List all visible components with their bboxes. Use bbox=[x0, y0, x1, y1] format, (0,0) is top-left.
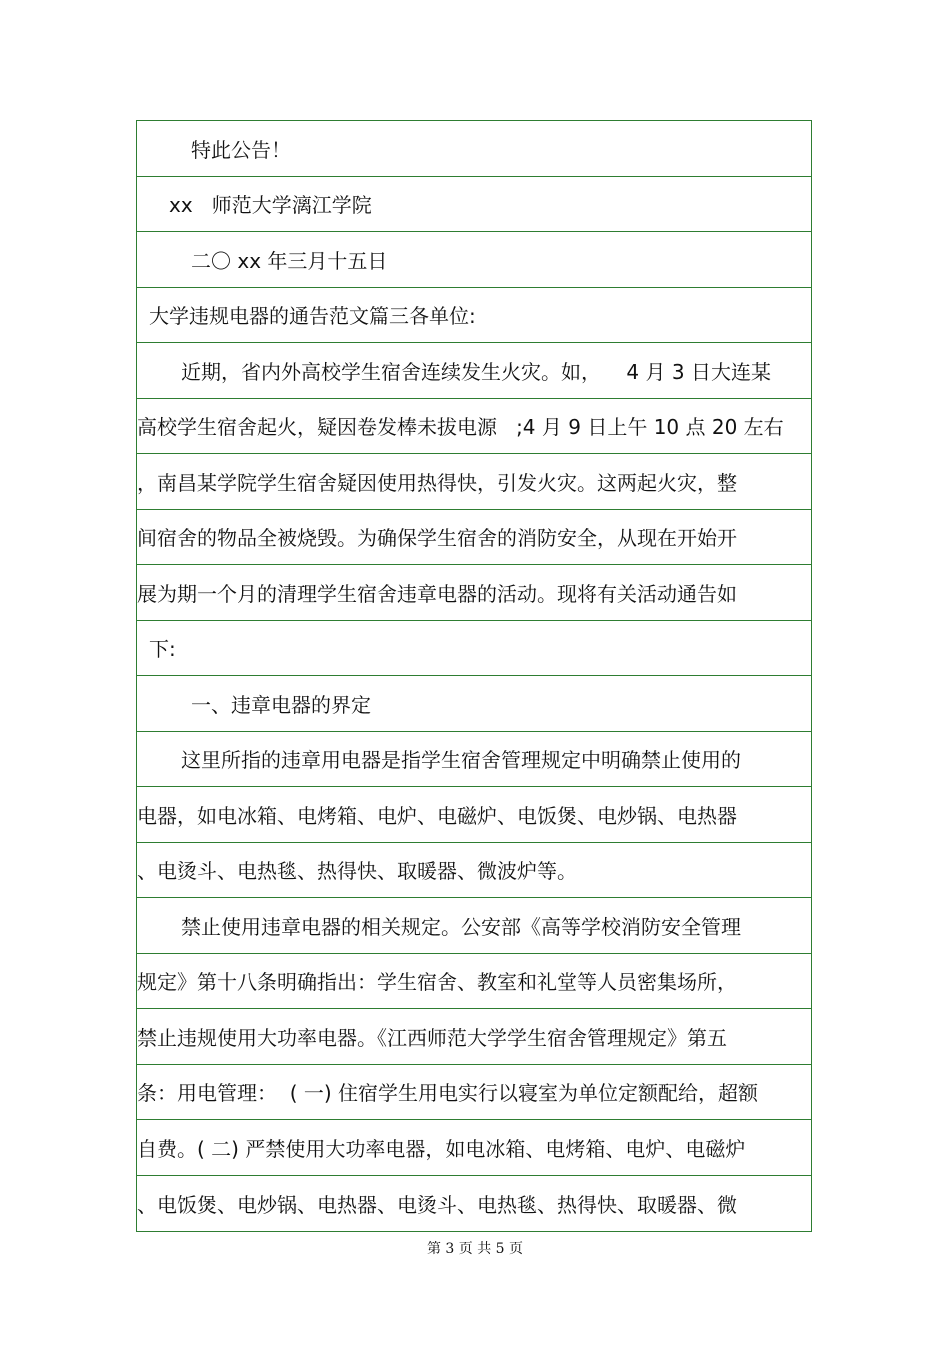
line-paragraph: 间宿舍的物品全被烧毁。为确保学生宿舍的消防安全，从现在开始开 bbox=[137, 510, 811, 566]
line-paragraph: 近期，省内外高校学生宿舍连续发生火灾。如， 4 月 3 日大连某 bbox=[137, 343, 811, 399]
line-paragraph: 高校学生宿舍起火，疑因卷发棒未拔电源 ;4 月 9 日上午 10 点 20 左右 bbox=[137, 399, 811, 455]
line-paragraph: 展为期一个月的清理学生宿舍违章电器的活动。现将有关活动通告如 bbox=[137, 565, 811, 621]
line-paragraph: 、电饭煲、电炒锅、电热器、电烫斗、电热毯、热得快、取暖器、微 bbox=[137, 1192, 737, 1217]
line-paragraph: 条：用电管理： ( 一) 住宿学生用电实行以寝室为单位定额配给，超额 bbox=[137, 1065, 811, 1121]
line-paragraph: 规定》第十八条明确指出：学生宿舍、教室和礼堂等人员密集场所， bbox=[137, 954, 811, 1010]
line-paragraph: 下: bbox=[137, 621, 811, 677]
line-signature-school: xx 师范大学漓江学院 bbox=[137, 177, 811, 233]
line-paragraph: ，南昌某学院学生宿舍疑因使用热得快，引发火灾。这两起火灾，整 bbox=[137, 454, 811, 510]
line-paragraph: 电器，如电冰箱、电烤箱、电炉、电磁炉、电饭煲、电炒锅、电热器 bbox=[137, 787, 811, 843]
page-footer: 第 3 页 共 5 页 bbox=[426, 1241, 524, 1257]
line-paragraph: 这里所指的违章用电器是指学生宿舍管理规定中明确禁止使用的 bbox=[137, 732, 811, 788]
line-closing: 特此公告！ bbox=[137, 121, 811, 177]
line-section-heading: 一、违章电器的界定 bbox=[137, 676, 811, 732]
line-paragraph: 自费。( 二) 严禁使用大功率电器，如电冰箱、电烤箱、电炉、电磁炉 bbox=[137, 1120, 811, 1176]
line-paragraph: 禁止违规使用大功率电器。《江西师范大学学生宿舍管理规定》第五 bbox=[137, 1009, 811, 1065]
line-paragraph: 禁止使用违章电器的相关规定。公安部《高等学校消防安全管理 bbox=[137, 898, 811, 954]
line-paragraph: 、电烫斗、电热毯、热得快、取暖器、微波炉等。 bbox=[137, 843, 811, 899]
line-signature-date: 二〇 xx 年三月十五日 bbox=[137, 232, 811, 288]
document-table bbox=[136, 120, 812, 1232]
line-heading-notice: 大学违规电器的通告范文篇三各单位: bbox=[137, 288, 811, 344]
